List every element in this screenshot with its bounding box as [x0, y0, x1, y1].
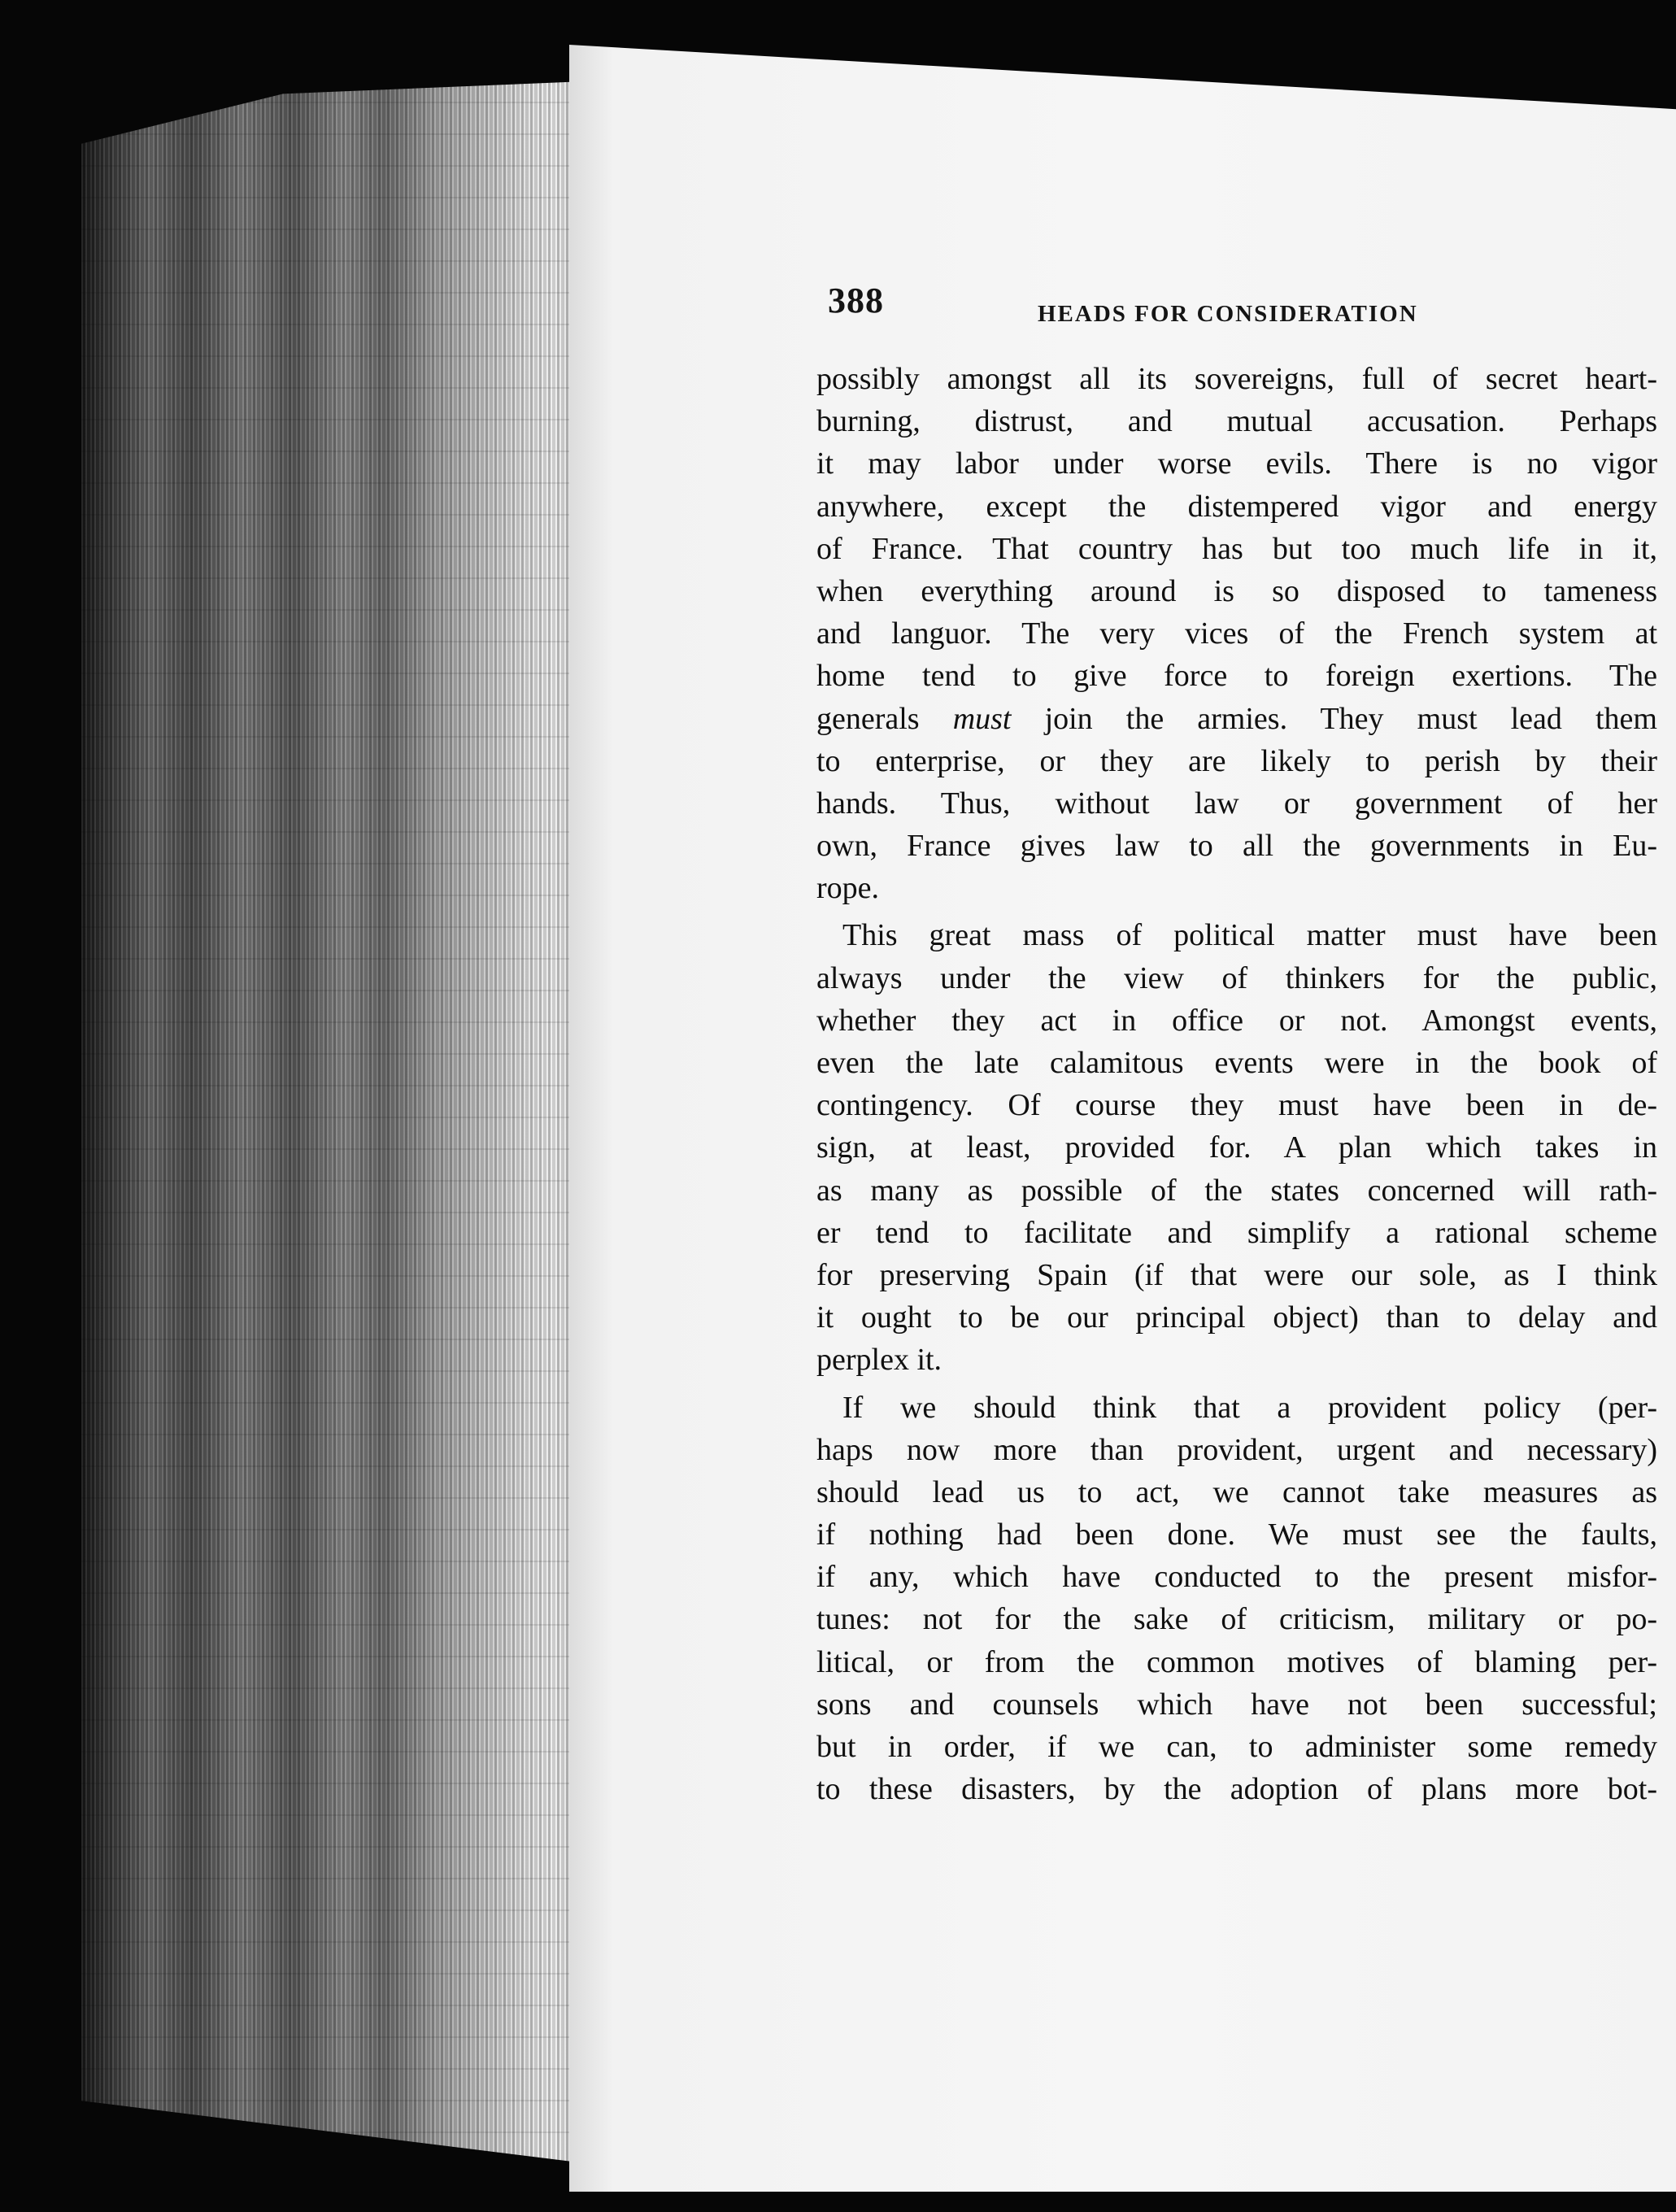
- text-line: anywhere, except the distempered vigor and energy: [816, 489, 1657, 524]
- text-line: home tend to give force to foreign exertions. The: [816, 659, 1657, 694]
- text-line: it ought to be our principal object) than to delay and: [816, 1300, 1657, 1335]
- text-line: of France. That country has but too much life in it,: [816, 531, 1657, 566]
- book-page-edge: [81, 81, 586, 2163]
- text-line: for preserving Spain (if that were our sole, as I think: [816, 1257, 1657, 1292]
- text-line: This great mass of political matter must have been: [842, 918, 1657, 953]
- text-line: rope.: [816, 871, 880, 906]
- text-line: possibly amongst all its sovereigns, full of secret heart-: [816, 362, 1657, 396]
- text-line: er tend to facilitate and simplify a rational scheme: [816, 1215, 1657, 1250]
- paragraph: [816, 358, 1657, 909]
- page-number: 388: [828, 281, 884, 320]
- text-line: whether they act in office or not. Amongst events,: [816, 1003, 1657, 1038]
- text-line: even the late calamitous events were in the book of: [816, 1046, 1657, 1080]
- text-line: it may labor under worse evils. There is no vigor: [816, 446, 1657, 481]
- body-text: [816, 358, 1657, 1810]
- text-line: to these disasters, by the adoption of plans more bot-: [816, 1772, 1657, 1807]
- text-line: generals must join the armies. They must lead them: [816, 701, 1657, 736]
- text-line: own, France gives law to all the governments in Eu-: [816, 829, 1657, 864]
- text-line: burning, distrust, and mutual accusation. Perhaps: [816, 404, 1657, 439]
- text-line: hands. Thus, without law or government of her: [816, 786, 1657, 821]
- text-line: always under the view of thinkers for the public,: [816, 960, 1657, 995]
- text-line: If we should think that a provident policy (per-: [842, 1390, 1657, 1425]
- text-line: to enterprise, or they are likely to perish by their: [816, 743, 1657, 778]
- text-line: should lead us to act, we cannot take measures as: [816, 1474, 1657, 1509]
- text-line: perplex it.: [816, 1343, 942, 1378]
- text-line: as many as possible of the states concerned will rath-: [816, 1173, 1657, 1208]
- running-head: HEADS FOR CONSIDERATION: [1038, 301, 1418, 327]
- text-line: if nothing had been done. We must see the faults,: [816, 1517, 1657, 1552]
- text-line: sign, at least, provided for. A plan which takes in: [816, 1130, 1657, 1165]
- text-line: litical, or from the common motives of blaming per-: [816, 1644, 1657, 1679]
- paragraph: [816, 1387, 1657, 1811]
- text-line: when everything around is so disposed to tameness: [816, 573, 1657, 608]
- text-line: if any, which have conducted to the present misfor-: [816, 1560, 1657, 1595]
- text-line: haps now more than provident, urgent and necessary): [816, 1432, 1657, 1467]
- text-line: and languor. The very vices of the French system at: [816, 616, 1657, 651]
- paragraph: [816, 914, 1657, 1381]
- text-line: sons and counsels which have not been successful;: [816, 1687, 1657, 1722]
- text-line: tunes: not for the sake of criticism, military or po-: [816, 1602, 1657, 1637]
- text-line: but in order, if we can, to administer some remedy: [816, 1730, 1657, 1764]
- text-line: contingency. Of course they must have been in de-: [816, 1088, 1657, 1123]
